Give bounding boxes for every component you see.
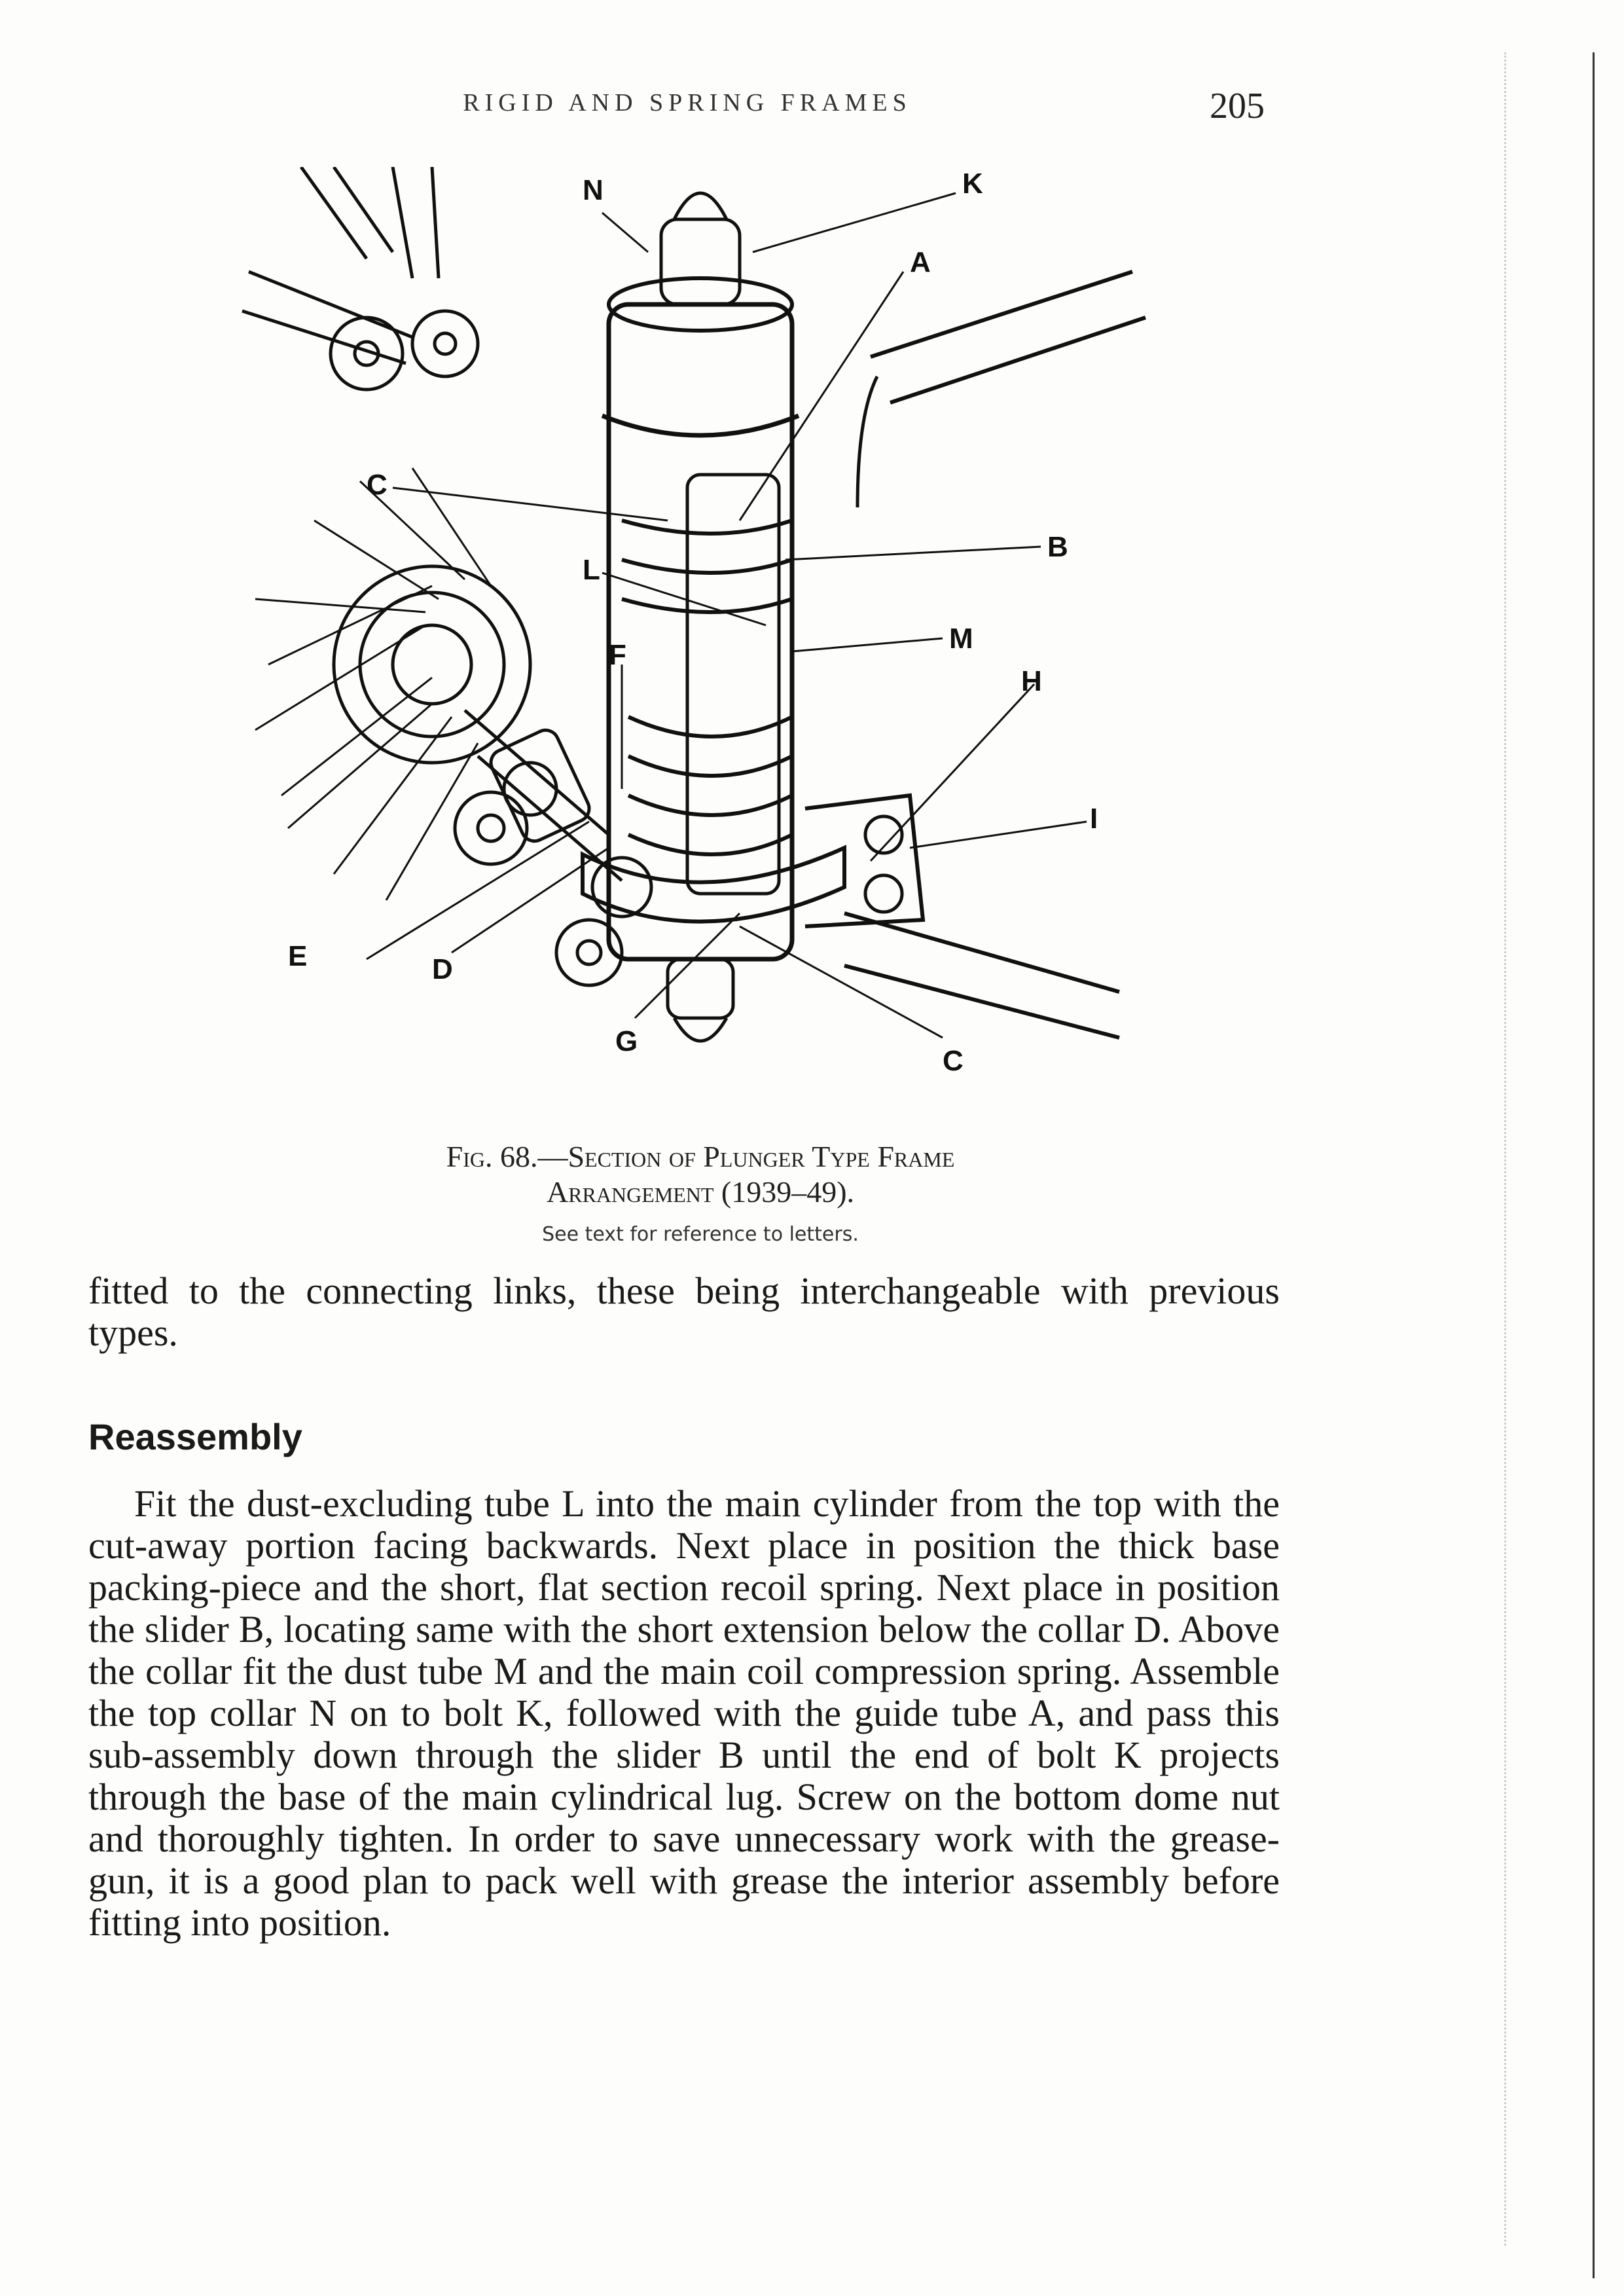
label-E: E — [288, 940, 308, 972]
label-L: L — [583, 554, 600, 586]
label-K: K — [962, 168, 983, 200]
section-heading: Reassembly — [88, 1416, 302, 1457]
caption-line-2: Arrangement (1939–49). — [546, 1175, 855, 1209]
label-G: G — [615, 1025, 638, 1057]
reassembly-paragraph: Fit the dust-excluding tube L into the main cylinder from the top with the cut-away portion facing backwards. Next place in position the thick base packing-piece and the short, flat section recoil spring. Next place in position the slider B, locating same with the short extension below the collar D. Above the collar fit the dust tube M and the main coil compression spring. Assemble the top collar N on to bolt K, followed with the guide tube A, and pass this sub-assembly down through the slider B until the end of bolt K projects through the base of the main cylindrical lug. Screw on the bottom dome nut and thoroughly tighten. In order to save unnecessary work with the grease-gun, it is a good plan to pack well with grease the interior assembly before fitting into position. — [88, 1482, 1280, 1944]
label-C-top: C — [367, 469, 388, 501]
label-C-bottom: C — [943, 1045, 964, 1077]
label-N: N — [583, 174, 604, 206]
running-head: RIGID AND SPRING FRAMES — [463, 89, 912, 117]
continued-paragraph: fitted to the connecting links, these being interchangeable with previous types. — [88, 1269, 1280, 1354]
page-number: 205 — [1210, 86, 1265, 126]
figure-drawing — [216, 167, 1185, 1136]
label-I: I — [1090, 803, 1098, 835]
label-M: M — [949, 623, 973, 655]
label-F: F — [609, 639, 626, 671]
plunger-frame-illustration — [216, 167, 1185, 1136]
caption-note: See text for reference to letters. — [542, 1223, 859, 1246]
figure-caption — [216, 1139, 1185, 1210]
label-B: B — [1047, 531, 1068, 563]
caption-line-1: Fig. 68.—Section of Plunger Type Frame — [446, 1140, 955, 1173]
label-H: H — [1021, 665, 1042, 697]
margin-scan-artifact — [1504, 52, 1598, 2246]
label-D: D — [432, 953, 453, 985]
page-edge-line — [1593, 52, 1595, 2278]
label-A: A — [910, 246, 931, 278]
